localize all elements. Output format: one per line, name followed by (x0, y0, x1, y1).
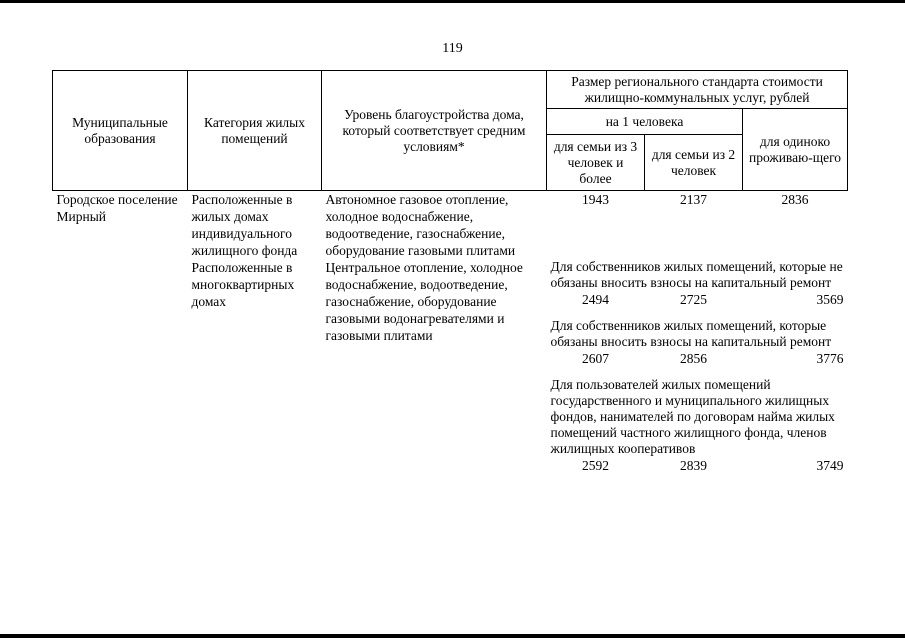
bottom-rule (0, 634, 905, 638)
value-group1-single: 3569 (816, 292, 844, 307)
page-number: 119 (442, 41, 463, 56)
header-per-person: на 1 человека (547, 109, 743, 135)
note-tenants: Для пользователей жилых помещений государственного и муниципального жилищных фондов, нанимателей по договорам найма жилых помещений частного жилищного фонда, членов жилищных кооперативов (550, 377, 835, 456)
note-owners-no-capital-repair: Для собственников жилых помещений, которые не обязаны вносить взносы на капитальный ремонт (550, 259, 843, 290)
municipality-cell: Городское поселение Мирный (56, 192, 178, 224)
value-2137: 2137 (680, 192, 707, 207)
value-group3-single: 3749 (816, 458, 844, 473)
category-apartment: Расположенные в многоквартирных домах (191, 260, 295, 309)
top-rule (0, 0, 905, 3)
value-2836: 2836 (781, 192, 809, 207)
header-family-2: для семьи из 2 человек (645, 135, 743, 191)
value-group1-family3: 2494 (582, 292, 609, 307)
value-group2-single: 3776 (816, 351, 844, 366)
value-group3-family2: 2839 (680, 458, 707, 473)
housing-standard-table (52, 70, 848, 474)
header-cost-standard: Размер регионального стандарта стоимости жилищно-коммунальных услуг, рублей (547, 71, 848, 109)
header-level: Уровень благоустройства дома, который соответствует средним условиям* (322, 71, 547, 191)
level-individual: Автономное газовое отопление, холодное водоснабжение, водоотведение, газоснабжение, оборудование газовыми плитами (325, 192, 516, 258)
value-group2-family3: 2607 (582, 351, 609, 366)
header-category: Категория жилых помещений (188, 71, 322, 191)
header-family-3plus: для семьи из 3 человек и более (547, 135, 645, 191)
value-group2-family2: 2856 (680, 351, 707, 366)
header-single: для одиноко проживаю-щего (743, 109, 848, 191)
note-owners-capital-repair: Для собственников жилых помещений, которые обязаны вносить взносы на капитальный ремонт (550, 318, 832, 349)
value-group1-family2: 2725 (680, 292, 707, 307)
value-group3-family3: 2592 (582, 458, 609, 473)
category-individual: Расположенные в жилых домах индивидуального жилищного фонда (191, 192, 298, 258)
header-municipality: Муниципальные образования (53, 71, 188, 191)
value-1943: 1943 (582, 192, 609, 207)
level-apartment: Центральное отопление, холодное водоснабжение, водоотведение, газоснабжение, оборудование газовыми водонагревателями и газовыми плитами (325, 260, 523, 343)
